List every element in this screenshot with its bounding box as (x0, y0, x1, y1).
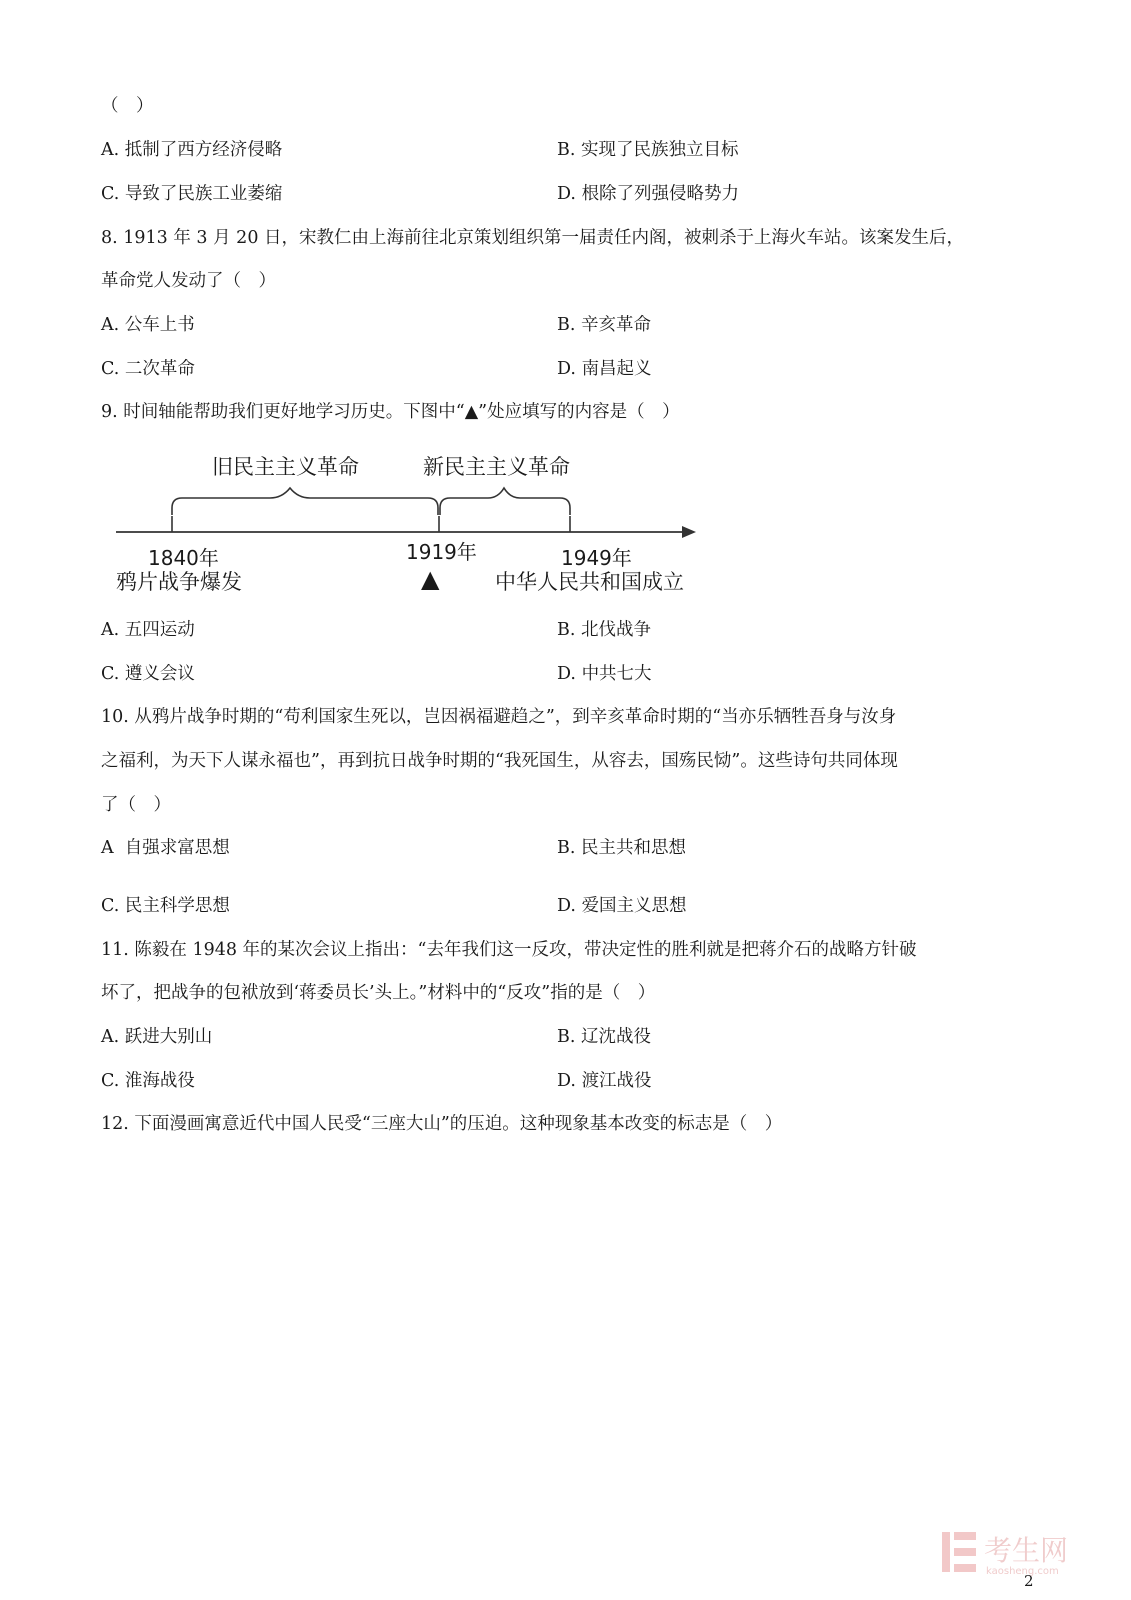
q8-option-d[interactable]: D. 南昌起义 (557, 359, 652, 379)
year-1840: 1840年 (148, 546, 219, 570)
timeline-arrowhead (682, 526, 696, 538)
q8-stem-line1: 8. 1913 年 3 月 20 日，宋教仁由上海前往北京策划组织第一届责任内阁，被刺杀于上海火车站。该案发生后， (101, 228, 965, 248)
q11-option-d[interactable]: D. 渡江战役 (557, 1071, 652, 1091)
q10-stem-line2: 之福利，为天下人谋永福也”，再到抗日战争时期的“我死国生，从容去，国殇民恸”。这些诗句共同体现 (101, 751, 898, 771)
year-1919: 1919年 (406, 540, 477, 564)
triangle-marker: ▲ (421, 565, 440, 593)
event-1949: 中华人民共和国成立 (495, 570, 684, 594)
q9-option-d[interactable]: D. 中共七大 (557, 664, 652, 684)
timeline-label-old-democratic: 旧民主主义革命 (212, 455, 359, 479)
q7-option-b[interactable]: B. 实现了民族独立目标 (557, 140, 739, 160)
q10-option-c[interactable]: C. 民主科学思想 (101, 896, 230, 916)
q10-option-b[interactable]: B. 民主共和思想 (557, 838, 687, 858)
year-1949: 1949年 (561, 546, 632, 570)
watermark-brand: 考生网 (984, 1534, 1069, 1567)
q11-option-a[interactable]: A. 跃进大别山 (101, 1027, 213, 1047)
q10-stem-line3: 了（ ） (101, 795, 171, 815)
q8-option-b[interactable]: B. 辛亥革命 (557, 315, 652, 335)
watermark-url: kaosheng.com (986, 1566, 1059, 1577)
q9-option-c[interactable]: C. 遵义会议 (101, 664, 195, 684)
brace-new-democratic (440, 488, 570, 515)
q11-stem-line2: 坏了，把战争的包袱放到‘蒋委员长’头上。”材料中的“反攻”指的是（ ） (101, 983, 656, 1003)
q7-option-c[interactable]: C. 导致了民族工业萎缩 (101, 184, 283, 204)
timeline-label-new-democratic: 新民主主义革命 (423, 455, 570, 479)
q12-stem-line1: 12. 下面漫画寓意近代中国人民受“三座大山”的压迫。这种现象基本改变的标志是（ ） (101, 1114, 783, 1134)
q11-stem-line1: 11. 陈毅在 1948 年的某次会议上指出：“去年我们这一反攻，带决定性的胜利就是把蒋介石的战略方针破 (101, 940, 917, 960)
kaosheng-logo-icon (942, 1532, 976, 1572)
page-number: 2 (1024, 1572, 1034, 1590)
q9-option-a[interactable]: A. 五四运动 (101, 620, 195, 640)
q9-stem-line1: 9. 时间轴能帮助我们更好地学习历史。下图中“▲”处应填写的内容是（ ） (101, 402, 680, 422)
timeline-diagram (110, 450, 710, 610)
q8-option-a[interactable]: A. 公车上书 (101, 315, 195, 335)
q10-stem-line1: 10. 从鸦片战争时期的“苟利国家生死以，岂因祸福避趋之”，到辛亥革命时期的“当亦乐牺牲吾身与汝身 (101, 707, 897, 727)
q7-stem-tail: （ ） (101, 96, 154, 116)
q10-option-a[interactable]: A 自强求富思想 (101, 838, 230, 858)
q8-option-c[interactable]: C. 二次革命 (101, 359, 195, 379)
q7-option-a[interactable]: A. 抵制了西方经济侵略 (101, 140, 283, 160)
q11-option-b[interactable]: B. 辽沈战役 (557, 1027, 652, 1047)
event-1840: 鸦片战争爆发 (116, 570, 242, 594)
kaosheng-watermark (940, 1528, 1120, 1578)
brace-old-democratic (172, 488, 438, 515)
q7-option-d[interactable]: D. 根除了列强侵略势力 (557, 184, 740, 204)
q8-stem-line2: 革命党人发动了（ ） (101, 271, 276, 291)
q11-option-c[interactable]: C. 淮海战役 (101, 1071, 195, 1091)
q9-option-b[interactable]: B. 北伐战争 (557, 620, 652, 640)
q10-option-d[interactable]: D. 爱国主义思想 (557, 896, 687, 916)
